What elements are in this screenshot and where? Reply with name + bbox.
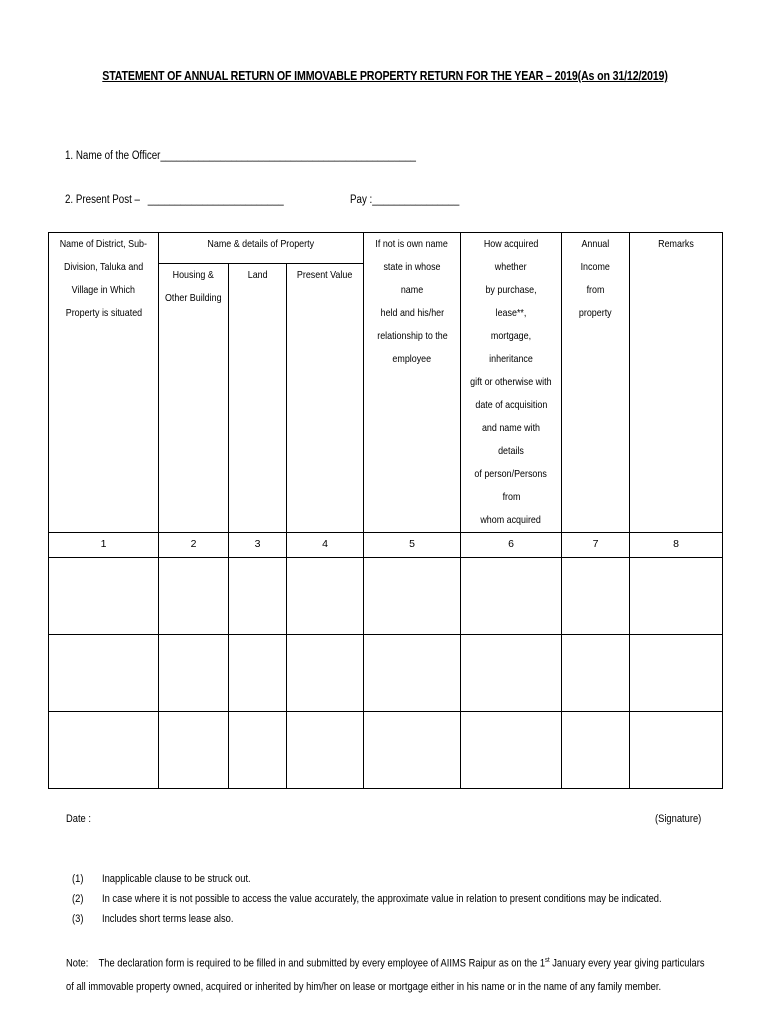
blank-cell[interactable] [364,635,461,712]
blank-cell[interactable] [229,635,287,712]
blank-cell[interactable] [630,635,723,712]
header-remarks [630,233,723,533]
column-number: 3 [229,533,287,558]
signature-label: (Signature) [655,813,702,825]
footnote-number: (3) [72,913,84,925]
note-text: The declaration form is required to be filled in and submitted by every employee of AIIMS Raipur as on the 1 [98,957,546,970]
header-acquired-line: whether [495,261,527,273]
header-location-line: Village in Which [71,284,136,296]
header-annual-income [562,233,630,533]
property-table [48,232,723,789]
header-income-line: Annual [581,238,610,250]
note-superscript: st [545,957,550,964]
officer-name-blank: _______________________________________________ [160,150,416,162]
column-number: 4 [287,533,364,558]
header-how-acquired [461,233,562,533]
header-land [229,264,287,533]
blank-cell[interactable] [159,712,229,789]
blank-cell[interactable] [49,558,159,635]
blank-cell[interactable] [461,635,562,712]
header-acquired-line: How acquired [483,238,539,250]
header-acquired-line: and name with details [481,422,541,457]
blank-cell[interactable] [229,558,287,635]
document-title: STATEMENT OF ANNUAL RETURN OF IMMOVABLE PROPERTY RETURN FOR THE YEAR – 2019(As on 31/12/2019) [102,68,668,83]
header-location-line: Name of District, Sub- [59,238,148,250]
table-row [49,635,723,712]
column-number: 7 [562,533,630,558]
blank-cell[interactable] [562,712,630,789]
header-location-line: Property is situated [65,307,142,319]
note-label: Note: [66,957,89,970]
present-post-blank: _________________________ [147,194,284,206]
column-number: 8 [630,533,723,558]
blank-cell[interactable] [49,635,159,712]
blank-cell[interactable] [287,558,364,635]
table-row [49,558,723,635]
blank-cell[interactable] [630,712,723,789]
note-text-continued: January every year giving particulars of all immovable property owned, acquired or inherited by him/her on lease or mortgage either in his name or in the name of any family member. [66,957,705,993]
header-land-label: Land [247,269,268,282]
footnote-text: Inapplicable clause to be struck out. [102,873,251,885]
blank-cell[interactable] [287,712,364,789]
column-number-row [49,533,723,558]
blank-cell[interactable] [229,712,287,789]
footnote-text: In case where it is not possible to access the value accurately, the approximate value in relation to present conditions may be indicated. [102,893,662,905]
present-post-label: 2. Present Post – [65,194,140,206]
header-income-line: property [579,307,612,319]
header-acquired-line: from [502,491,520,503]
pay-field[interactable] [350,194,459,206]
blank-cell[interactable] [461,558,562,635]
blank-cell[interactable] [159,558,229,635]
header-remarks-label: Remarks [658,238,694,250]
header-housing [159,264,229,533]
header-present-value-label: Present Value [297,269,353,282]
header-property-details [159,233,364,264]
header-location-line: Division, Taluka and [63,261,144,273]
header-acquired-line: of person/Persons [474,468,548,480]
date-label: Date : [66,813,91,825]
column-number: 6 [461,533,562,558]
blank-cell[interactable] [364,558,461,635]
header-income-line: from [586,284,605,296]
header-income-line: Income [580,261,611,273]
footnote-text: Includes short terms lease also. [102,913,234,925]
declaration-note [66,949,712,999]
pay-label: Pay : [350,194,373,206]
header-present-value [287,264,364,533]
header-property-details-label: Name & details of Property [207,238,315,250]
header-owner-name [364,233,461,533]
blank-cell[interactable] [562,558,630,635]
blank-cell[interactable] [461,712,562,789]
header-acquired-line: date of acquisition [475,399,547,411]
pay-blank: ________________ [372,194,460,206]
officer-name-field[interactable] [65,150,416,162]
header-acquired-line: gift or otherwise with [470,376,552,388]
header-owner-line: state in whose name [383,261,441,296]
header-acquired-line: by purchase, lease**, [485,284,537,319]
header-owner-line: employee [392,353,432,365]
header-owner-line: relationship to the [376,330,448,342]
table-row [49,712,723,789]
officer-name-label: 1. Name of the Officer [65,150,161,162]
blank-cell[interactable] [287,635,364,712]
header-acquired-line: whom acquired [480,514,542,526]
footnote-number: (2) [72,893,84,905]
column-number: 5 [364,533,461,558]
footnote-number: (1) [72,873,84,885]
blank-cell[interactable] [562,635,630,712]
column-number: 2 [159,533,229,558]
column-number: 1 [49,533,159,558]
header-acquired-line: mortgage, inheritance [489,330,533,365]
blank-cell[interactable] [159,635,229,712]
header-owner-line: held and his/her [380,307,444,319]
blank-cell[interactable] [364,712,461,789]
header-housing-line: Other Building [165,292,222,305]
header-location [49,233,159,533]
present-post-field[interactable] [65,194,284,206]
blank-cell[interactable] [630,558,723,635]
blank-cell[interactable] [49,712,159,789]
header-housing-line: Housing & [172,269,215,282]
header-owner-line: If not is own name [375,238,449,250]
